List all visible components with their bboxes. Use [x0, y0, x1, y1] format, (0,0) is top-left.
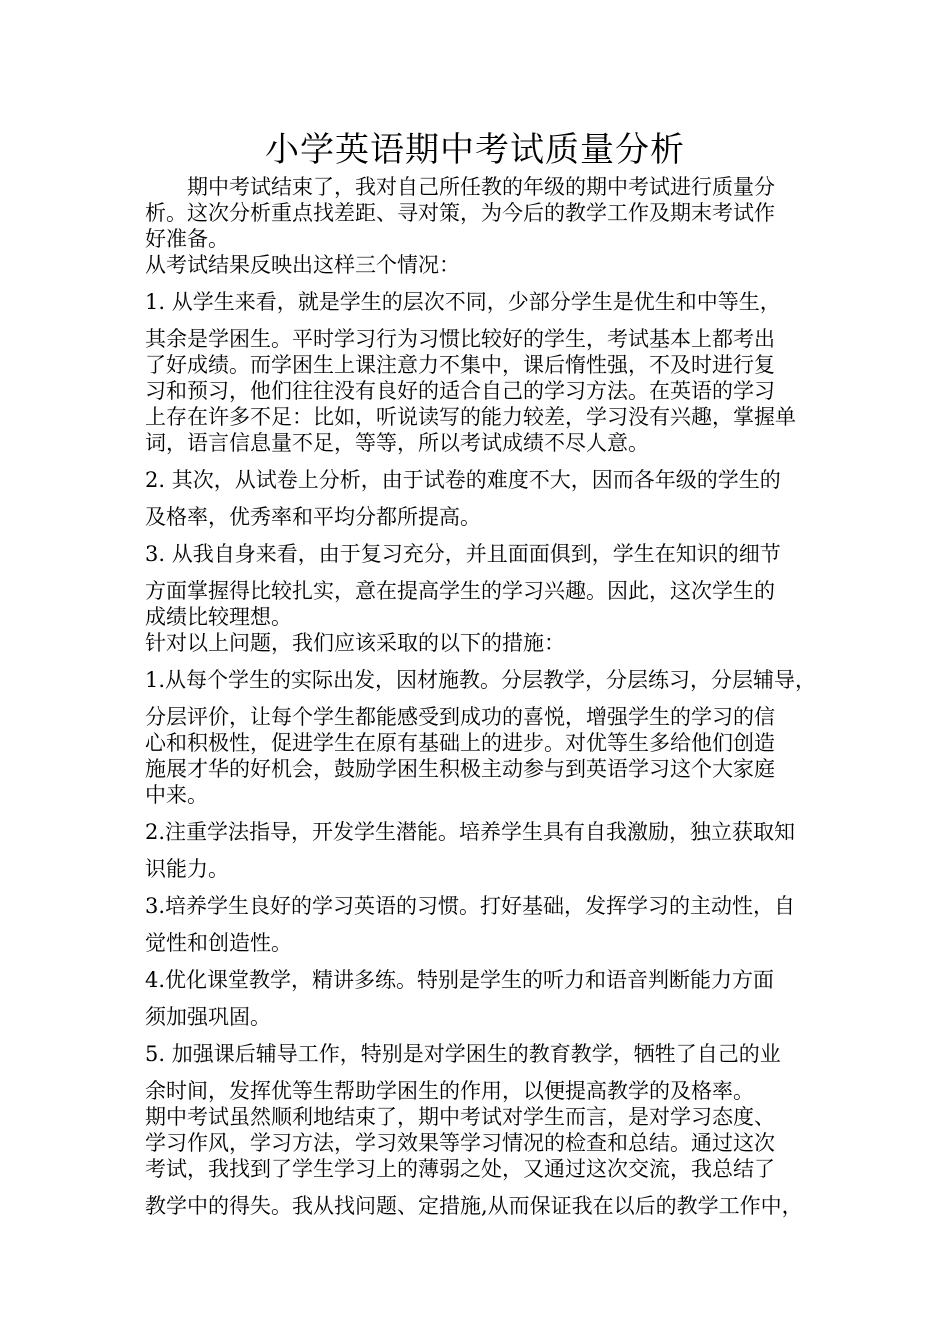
text-line: 1.从每个学生的实际出发，因材施教。分层教学，分层练习，分层辅导， [145, 668, 817, 692]
text-line: 方面掌握得比较扎实，意在提高学生的学习兴趣。因此，这次学生的 [145, 579, 775, 603]
document-title: 小学英语期中考试质量分析 [265, 130, 685, 170]
text-line: 成绩比较理想。 [145, 605, 292, 629]
text-line: 2. 其次，从试卷上分析，由于试卷的难度不大，因而各年级的学生的 [145, 468, 781, 492]
text-line: 从考试结果反映出这样三个情况： [145, 253, 460, 277]
text-line: 及格率，优秀率和平均分都所提高。 [145, 505, 481, 529]
text-line: 心和积极性，促进学生在原有基础上的进步。对优等生多给他们创造 [145, 731, 775, 755]
text-line: 学习作风，学习方法，学习效果等学习情况的检查和总结。通过这次 [145, 1131, 775, 1155]
text-line: 中来。 [145, 783, 208, 807]
text-line: 4.优化课堂教学，精讲多练。特别是学生的听力和语音判断能力方面 [145, 968, 775, 992]
text-line: 期中考试结束了，我对自己所任教的年级的期中考试进行质量分 [145, 175, 775, 199]
text-line: 1. 从学生来看，就是学生的层次不同，少部分学生是优生和中等生， [145, 290, 781, 314]
text-line: 5. 加强课后辅导工作，特别是对学困生的教育教学，牺牲了自己的业 [145, 1042, 781, 1066]
text-line: 期中考试虽然顺利地结束了，期中考试对学生而言，是对学习态度、 [145, 1105, 775, 1129]
text-line: 须加强巩固。 [145, 1005, 271, 1029]
text-line: 针对以上问题，我们应该采取的以下的措施： [145, 631, 565, 655]
text-line: 余时间，发挥优等生帮助学困生的作用，以便提高教学的及格率。 [145, 1079, 754, 1103]
text-line: 施展才华的好机会，鼓励学困生积极主动参与到英语学习这个大家庭 [145, 757, 775, 781]
text-line: 词，语言信息量不足，等等，所以考试成绩不尽人意。 [145, 431, 649, 455]
text-line: 其余是学困生。平时学习行为习惯比较好的学生，考试基本上都考出 [145, 327, 775, 351]
text-line: 教学中的得失。我从找问题、定措施,从而保证我在以后的教学工作中， [145, 1194, 803, 1218]
text-line: 上存在许多不足：比如，听说读写的能力较差，学习没有兴趣，掌握单 [145, 405, 796, 429]
text-line: 析。这次分析重点找差距、寻对策，为今后的教学工作及期末考试作 [145, 201, 775, 225]
text-line: 2.注重学法指导，开发学生潜能。培养学生具有自我激励，独立获取知 [145, 820, 796, 844]
text-line: 3. 从我自身来看，由于复习充分，并且面面俱到，学生在知识的细节 [145, 542, 781, 566]
text-line: 觉性和创造性。 [145, 931, 292, 955]
text-line: 分层评价，让每个学生都能感受到成功的喜悦，增强学生的学习的信 [145, 705, 775, 729]
text-line: 习和预习，他们往往没有良好的适合自己的学习方法。在英语的学习 [145, 379, 775, 403]
text-line: 考试，我找到了学生学习上的薄弱之处，又通过这次交流，我总结了 [145, 1157, 775, 1181]
text-line: 了好成绩。而学困生上课注意力不集中，课后惰性强，不及时进行复 [145, 353, 775, 377]
text-line: 3.培养学生良好的学习英语的习惯。打好基础，发挥学习的主动性，自 [145, 894, 796, 918]
text-line: 好准备。 [145, 227, 229, 251]
text-line: 识能力。 [145, 857, 229, 881]
